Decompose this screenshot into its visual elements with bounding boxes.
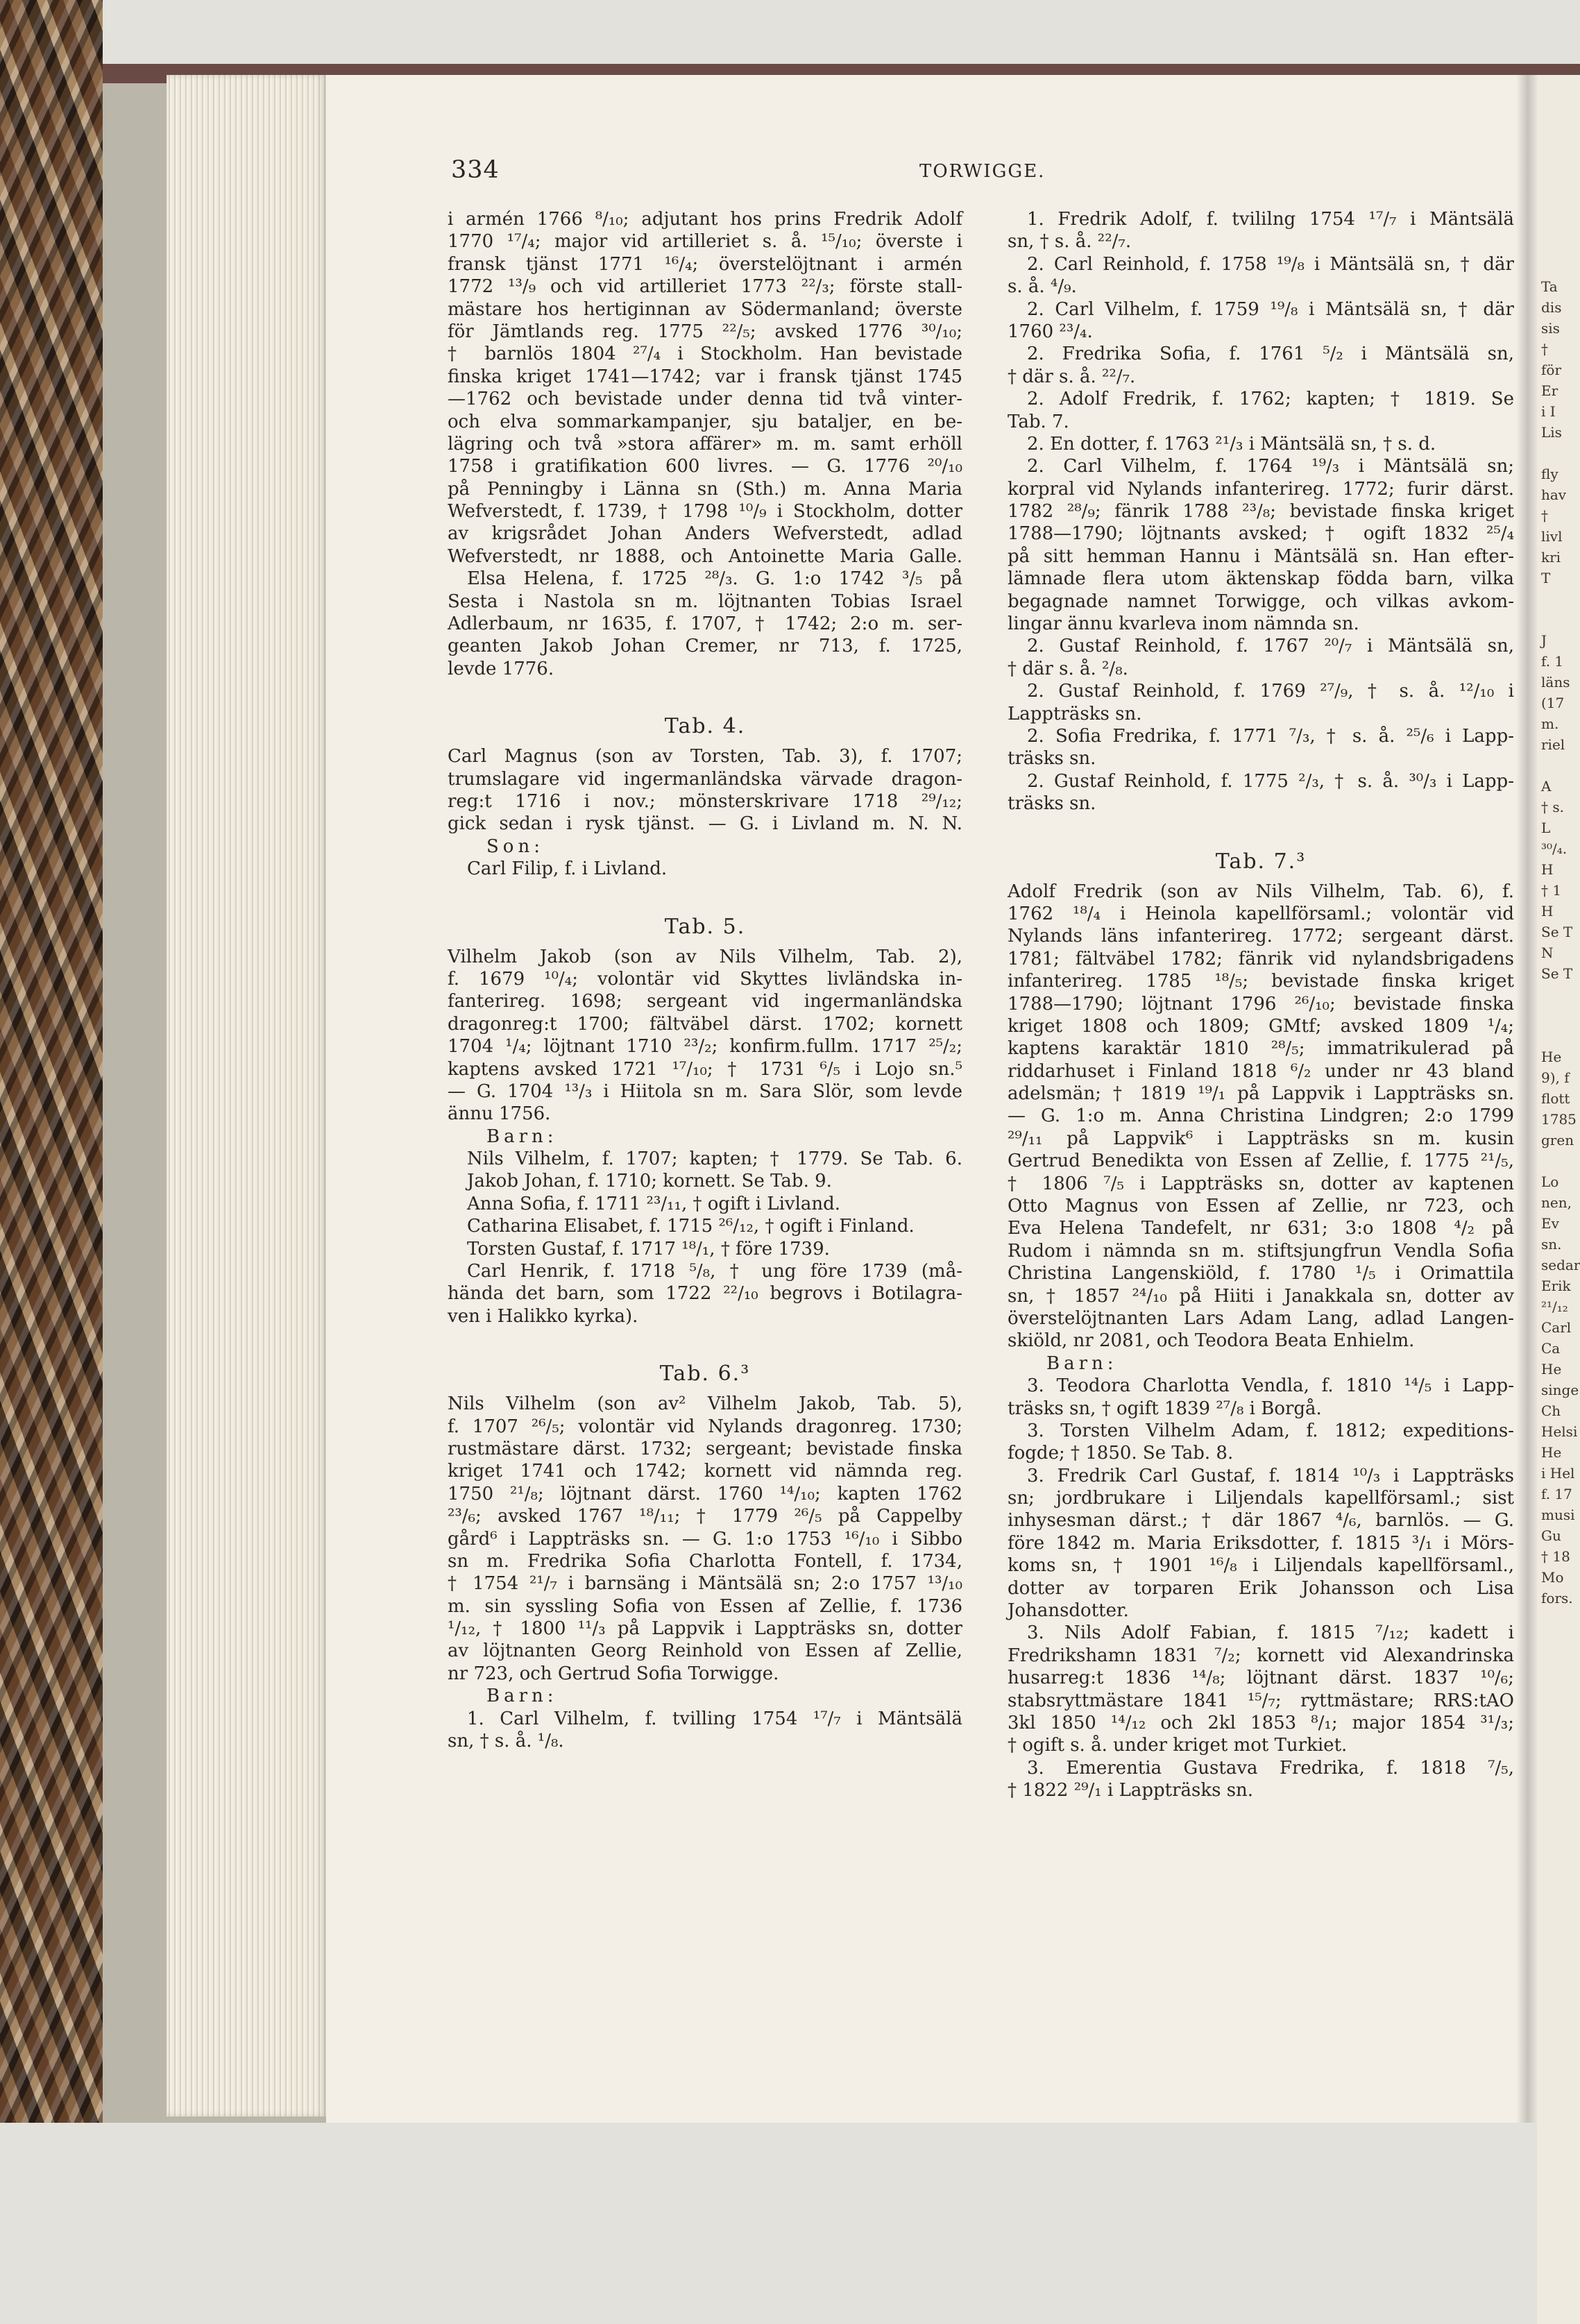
text-line: geanten Jakob Johan Cremer, nr 713, f. 1725,	[448, 636, 962, 657]
text-line: Barn:	[1046, 1352, 1118, 1374]
text-line: i armén 1766 ⁸/₁₀; adjutant hos prins Fredrik Adolf	[448, 209, 962, 230]
text-line: lägring och två »stora affärer» m. m. samt erhöll	[448, 433, 962, 455]
text-line: husarreg:t 1836 ¹⁴/₈; löjtnant därst. 1837 ¹⁰/₆;	[1008, 1668, 1514, 1689]
text-line: 1750 ²¹/₈; löjtnant därst. 1760 ¹⁴/₁₀; kapten 1762	[448, 1483, 962, 1504]
next-page-fragment: livl	[1541, 528, 1563, 545]
text-line: Wefverstedt, nr 1888, och Antoinette Maria Galle.	[448, 545, 962, 567]
text-line: † ogift s. å. under kriget mot Turkiet.	[1008, 1735, 1348, 1756]
text-line: 3. Fredrik Carl Gustaf, f. 1814 ¹⁰/₃ i Lappträsks	[1027, 1465, 1514, 1486]
text-line: ²³/₆; avsked 1767 ¹⁸/₁₁; † 1779 ²⁶/₅ på Cappelby	[448, 1506, 962, 1527]
text-line: inhysesman därst.; † där 1867 ⁴/₆, barnlös. — G.	[1008, 1510, 1514, 1532]
text-line: Torsten Gustaf, f. 1717 ¹⁸/₁, † före 1739.	[467, 1238, 830, 1259]
next-page-fragment: 9), f	[1541, 1069, 1570, 1086]
spacer	[448, 1328, 962, 1355]
text-line: Tab. 7.	[1008, 411, 1069, 432]
text-line: lämnade flera utom äktenskap födda barn, vilka	[1008, 568, 1514, 590]
text-line: ²⁹/₁₁ på Lappvik⁶ i Lappträsks sn m. kusin	[1008, 1128, 1514, 1149]
text-line: Fredrikshamn 1831 ⁷/₂; kornett vid Alexandrinska	[1008, 1645, 1514, 1666]
text-line: Carl Henrik, f. 1718 ⁵/₈, † ung före 1739 (må-	[467, 1261, 962, 1282]
text-line: ännu 1756.	[448, 1103, 551, 1125]
text-line: sn; jordbrukare i Liljendals kapellförsaml.; sist	[1008, 1488, 1514, 1509]
text-line: Rudom i nämnda sn m. stiftsjungfrun Vendla Sofia	[1008, 1240, 1514, 1262]
text-line: av löjtnanten Georg Reinhold von Essen af Zellie,	[448, 1640, 962, 1662]
next-page-fragment: Mo	[1541, 1569, 1564, 1586]
next-page-fragment: Ch	[1541, 1402, 1561, 1419]
text-line: 2. Sofia Fredrika, f. 1771 ⁷/₃, † s. å. ²⁵/₆ i Lapp-	[1027, 725, 1514, 747]
next-page-fragment: Se T	[1541, 965, 1573, 982]
text-line: † där s. å. ²/₈.	[1008, 658, 1128, 679]
text-line: m. sin syssling Sofia von Essen af Zellie, f. 1736	[448, 1595, 962, 1617]
next-page-fragment: f. 1	[1541, 653, 1564, 670]
next-page-fragment: †	[1541, 507, 1548, 524]
next-page-fragment: A	[1541, 778, 1552, 795]
text-line: Johansdotter.	[1008, 1600, 1129, 1622]
next-page-fragment: sis	[1541, 320, 1560, 337]
page-gutter-shadow	[1516, 75, 1537, 2123]
spacer	[1008, 815, 1514, 843]
text-line: † 1822 ²⁹/₁ i Lappträsks sn.	[1008, 1780, 1254, 1801]
text-line: träsks sn.	[1008, 748, 1096, 770]
next-page-fragment: fly	[1541, 466, 1558, 482]
next-page-fragment	[1537, 1005, 1580, 1026]
next-page-fragment: riel	[1541, 736, 1565, 753]
table-heading: Tab. 4.	[664, 714, 746, 739]
next-page-fragment: nen,	[1541, 1194, 1572, 1211]
next-page-fragment: Lo	[1541, 1173, 1559, 1190]
next-page-fragment: Helsi	[1541, 1423, 1578, 1440]
next-page-fragment: Erik	[1541, 1278, 1571, 1294]
next-page-fragment: T	[1541, 570, 1551, 586]
next-page-fragment	[1537, 755, 1580, 776]
text-line: fanterireg. 1698; sergeant vid ingermanländska	[448, 991, 962, 1012]
text-line: 1704 ¹/₄; löjtnant 1710 ²³/₂; konfirm.fullm. 1717 ²⁵/₂;	[448, 1036, 962, 1058]
text-line: sn m. Fredrika Sofia Charlotta Fontell, f. 1734,	[448, 1550, 962, 1572]
next-page-fragment: hav	[1541, 486, 1567, 503]
text-line: och elva sommarkampanjer, sju bataljer, en be-	[448, 411, 962, 432]
text-line: Barn:	[486, 1126, 558, 1147]
text-line: 2. Gustaf Reinhold, f. 1775 ²/₃, † s. å. ³⁰/₃ i Lapp-	[1027, 770, 1514, 792]
text-line: hända det barn, som 1722 ²²/₁₀ begrovs i Botilagra-	[448, 1283, 962, 1305]
text-line: 3. Teodora Charlotta Vendla, f. 1810 ¹⁴/₅ i Lapp-	[1027, 1375, 1514, 1397]
text-line: Nils Vilhelm (son av² Vilhelm Jakob, Tab. 5),	[448, 1393, 962, 1415]
left-text-column	[448, 208, 962, 1752]
spacer	[448, 680, 962, 708]
text-line: levde 1776.	[448, 658, 554, 679]
text-line: Gertrud Benedikta von Essen af Zellie, f. 1775 ²¹/₅,	[1008, 1151, 1514, 1172]
text-line: överstelöjtnanten Lars Adam Lang, adlad Langen-	[1008, 1307, 1514, 1329]
text-line: † 1806 ⁷/₅ i Lappträsks sn, dotter av kaptenen	[1008, 1173, 1514, 1194]
text-line: 2. Gustaf Reinhold, f. 1769 ²⁷/₉, † s. å. ¹²/₁₀ i	[1027, 681, 1514, 702]
text-line: Adlerbaum, nr 1635, f. 1707, † 1742; 2:o m. ser-	[448, 613, 962, 635]
text-line: Vilhelm Jakob (son av Nils Vilhelm, Tab. 2),	[448, 946, 962, 967]
text-line: 2. Carl Vilhelm, f. 1764 ¹⁹/₃ i Mäntsälä sn;	[1027, 456, 1514, 477]
next-page-fragment: H	[1541, 861, 1554, 878]
next-page-fragment: He	[1541, 1049, 1562, 1065]
book-cover-marbled-edge	[0, 0, 103, 2123]
next-page-fragment: läns	[1541, 674, 1570, 690]
text-line: av krigsrådet Johan Anders Wefverstedt, adlad	[448, 523, 962, 545]
next-page-fragment: i I	[1541, 403, 1556, 420]
next-page-fragment: sedar	[1541, 1257, 1580, 1273]
text-line: 2. Carl Vilhelm, f. 1759 ¹⁹/₈ i Mäntsälä sn, † där	[1027, 298, 1514, 320]
text-line: 2. Carl Reinhold, f. 1758 ¹⁹/₈ i Mäntsälä sn, † där	[1027, 253, 1514, 275]
next-page-fragment: L	[1541, 820, 1551, 836]
text-line: † barnlös 1804 ²⁷/₄ i Stockholm. Han bevistade	[448, 343, 962, 365]
page-edges-stack	[167, 75, 326, 2117]
next-page-fragment: He	[1541, 1444, 1562, 1461]
next-page-fragment	[1537, 1151, 1580, 1171]
text-line: 3kl 1850 ¹⁴/₁₂ och 2kl 1853 ⁸/₁; major 1854 ³¹/₃;	[1008, 1713, 1514, 1733]
text-line: 1770 ¹⁷/₄; major vid artilleriet s. å. ¹⁵/₁₀; överste i	[448, 231, 962, 253]
text-line: för Jämtlands reg. 1775 ²²/₅; avsked 1776 ³⁰/₁₀;	[448, 321, 962, 342]
next-page-fragment: för	[1541, 362, 1562, 378]
text-line: kriget 1741 och 1742; kornett vid nämnda reg.	[448, 1461, 962, 1482]
next-page-fragment: Lis	[1541, 424, 1562, 441]
next-page-fragment: †	[1541, 341, 1548, 357]
text-line: Son:	[486, 836, 544, 857]
next-page-fragment: J	[1541, 632, 1547, 649]
text-line: infanterireg. 1785 ¹⁸/₅; bevistade finska kriget	[1008, 971, 1514, 992]
next-page-fragment: fors.	[1541, 1590, 1573, 1606]
text-line: Christina Langenskiöld, f. 1780 ¹/₅ i Orimattila	[1008, 1263, 1514, 1284]
text-line: rustmästare därst. 1732; sergeant; bevistade finska	[448, 1438, 962, 1459]
text-line: † där s. å. ²²/₇.	[1008, 366, 1136, 387]
next-page-fragment: Ev	[1541, 1215, 1559, 1232]
text-line: 3. Torsten Vilhelm Adam, f. 1812; expeditions-	[1027, 1420, 1514, 1441]
next-page-fragment: † 18	[1541, 1548, 1570, 1565]
next-page-fragment: kri	[1541, 549, 1561, 566]
next-page-fragment	[1537, 1026, 1580, 1046]
next-page-edge	[1537, 75, 1580, 2324]
text-line: gick sedan i rysk tjänst. — G. i Livland m. N. N.	[448, 813, 962, 835]
text-line: f. 1679 ¹⁰/₄; volontär vid Skyttes livländska in-	[448, 968, 962, 990]
text-line: 3. Emerentia Gustava Fredrika, f. 1818 ⁷/₅,	[1027, 1757, 1514, 1779]
text-line: på Penningby i Länna sn (Sth.) m. Anna Maria	[448, 478, 962, 500]
text-line: sn, † 1857 ²⁴/₁₀ på Hiiti i Janakkala sn, dotter av	[1008, 1285, 1514, 1307]
text-line: 3. Nils Adolf Fabian, f. 1815 ⁷/₁₂; kadett i	[1027, 1622, 1514, 1644]
text-line: s. å. ⁴/₉.	[1008, 276, 1077, 298]
text-line: finska kriget 1741—1742; var i fransk tjänst 1745	[448, 366, 962, 387]
text-line: 2. En dotter, f. 1763 ²¹/₃ i Mäntsälä sn, † s. d.	[1027, 433, 1436, 455]
text-line: träsks sn.	[1008, 793, 1096, 815]
text-line: — G. 1:o m. Anna Christina Lindgren; 2:o 1799	[1008, 1105, 1514, 1127]
text-line: 2. Fredrika Sofia, f. 1761 ⁵/₂ i Mäntsälä sn,	[1027, 343, 1514, 365]
text-line: dragonreg:t 1700; fältväbel därst. 1702; kornett	[448, 1013, 962, 1035]
next-page-fragment: 1785	[1541, 1111, 1577, 1128]
text-line: Otto Magnus von Essen af Zellie, nr 723, och	[1008, 1196, 1514, 1217]
text-line: mästare hos hertiginnan av Södermanland; överste	[448, 298, 962, 320]
text-line: Wefverstedt, f. 1739, † 1798 ¹⁰/₉ i Stockholm, dotter	[448, 501, 962, 523]
table-heading: Tab. 6.³	[659, 1362, 751, 1386]
text-line: Anna Sofia, f. 1711 ²³/₁₁, † ogift i Livland.	[467, 1193, 841, 1214]
spacer	[448, 881, 962, 908]
text-line: f. 1707 ²⁶/₅; volontär vid Nylands dragonreg. 1730;	[448, 1416, 962, 1437]
next-page-fragment: singe	[1541, 1382, 1579, 1398]
text-line: —1762 och bevistade under denna tid två vinter-	[448, 389, 962, 410]
text-line: Jakob Johan, f. 1710; kornett. Se Tab. 9.	[467, 1171, 832, 1192]
text-line: 1. Carl Vilhelm, f. tvilling 1754 ¹⁷/₇ i Mäntsälä	[467, 1708, 962, 1729]
page-number: 334	[451, 156, 500, 184]
next-page-fragment: Ca	[1541, 1340, 1561, 1357]
next-page-fragment: (17	[1541, 695, 1565, 711]
text-line: gård⁶ i Lappträsks sn. — G. 1:o 1753 ¹⁶/₁₀ i Sibbo	[448, 1528, 962, 1550]
text-line: adelsmän; † 1819 ¹⁹/₁ på Lappvik i Lappträsks sn.	[1008, 1083, 1514, 1105]
text-line: lingar ännu kvarleva inom nämnda sn.	[1008, 613, 1359, 635]
text-line: Adolf Fredrik (son av Nils Vilhelm, Tab. 6), f.	[1008, 881, 1514, 902]
next-page-fragment: dis	[1541, 299, 1562, 316]
next-page-fragment: Ta	[1541, 278, 1558, 295]
text-line: före 1842 m. Maria Eriksdotter, f. 1815 ³/₁ i Mörs-	[1008, 1532, 1514, 1554]
table-heading: Tab. 7.³	[1215, 849, 1307, 874]
next-page-fragment: i Hel	[1541, 1465, 1575, 1482]
text-line: dotter av torparen Erik Johansson och Lisa	[1008, 1577, 1514, 1599]
text-line: reg:t 1716 i nov.; mönsterskrivare 1718 ²⁹/₁₂;	[448, 790, 962, 812]
text-line: nr 723, och Gertrud Sofia Torwigge.	[448, 1663, 779, 1684]
text-line: riddarhuset i Finland 1818 ⁶/₂ under nr 43 bland	[1008, 1060, 1514, 1082]
text-line: 1772 ¹³/₉ och vid artilleriet 1773 ²²/₃; förste stall-	[448, 276, 962, 298]
next-page-fragment: † s.	[1541, 799, 1564, 815]
next-page-fragment: flott	[1541, 1090, 1570, 1107]
right-text-column	[1008, 208, 1514, 1802]
text-line: koms sn, † 1901 ¹⁶/₈ i Liljendals kapellförsaml.,	[1008, 1555, 1514, 1577]
next-page-fragment: Se T	[1541, 924, 1573, 940]
text-line: — G. 1704 ¹³/₃ i Hiitola sn m. Sara Slör, som levde	[448, 1080, 962, 1102]
text-line: sn, † s. å. ¹/₈.	[448, 1731, 564, 1752]
next-page-fragment: † 1	[1541, 882, 1562, 899]
text-line: 1. Fredrik Adolf, f. tvililng 1754 ¹⁷/₇ i Mäntsälä	[1027, 209, 1514, 230]
text-line: skiöld, nr 2081, och Teodora Beata Enhielm.	[1008, 1330, 1415, 1352]
text-line: 1760 ²³/₄.	[1008, 321, 1093, 342]
text-line: Sesta i Nastola sn m. löjtnanten Tobias Israel	[448, 591, 962, 612]
next-page-fragment: ²¹/₁₂	[1541, 1298, 1568, 1315]
text-line: trumslagare vid ingermanländska värvade dragon-	[448, 768, 962, 790]
next-page-fragment: Gu	[1541, 1527, 1561, 1544]
text-line: 1781; fältväbel 1782; fänrik vid nylandsbrigadens	[1008, 948, 1514, 969]
text-line: ven i Halikko kyrka).	[448, 1305, 638, 1327]
text-line: Barn:	[486, 1686, 558, 1707]
next-page-fragment	[1537, 443, 1580, 464]
text-line: Eva Helena Tandefelt, nr 631; 3:o 1808 ⁴/₂ på	[1008, 1218, 1514, 1239]
text-line: 1762 ¹⁸/₄ i Heinola kapellförsaml.; volontär vid	[1008, 903, 1514, 924]
text-line: Lappträsks sn.	[1008, 703, 1142, 724]
text-line: 1788—1790; löjtnant 1796 ²⁶/₁₀; bevistade finska	[1008, 993, 1514, 1015]
text-line: Nils Vilhelm, f. 1707; kapten; † 1779. Se Tab. 6.	[467, 1148, 962, 1170]
text-line: kaptens karaktär 1810 ²⁸/₅; immatrikulerad på	[1008, 1038, 1514, 1060]
text-line: Nylands läns infanterireg. 1772; sergeant därst.	[1008, 926, 1514, 947]
next-page-fragment: f. 17	[1541, 1486, 1572, 1502]
text-line: träsks sn, † ogift 1839 ²⁷/₈ i Borgå.	[1008, 1398, 1322, 1419]
next-page-fragment	[1537, 588, 1580, 609]
text-line: korpral vid Nylands infanterireg. 1772; furir därst.	[1008, 478, 1514, 500]
text-line: sn, † s. å. ²²/₇.	[1008, 231, 1132, 253]
next-page-fragment: ³⁰/₄.	[1541, 840, 1568, 857]
text-line: 2. Gustaf Reinhold, f. 1767 ²⁰/₇ i Mäntsälä sn,	[1027, 636, 1514, 657]
next-page-fragment	[1537, 984, 1580, 1005]
table-heading: Tab. 5.	[664, 914, 746, 939]
next-page-fragment: sn.	[1541, 1236, 1562, 1253]
next-page-fragment: He	[1541, 1361, 1562, 1377]
next-page-fragment: m.	[1541, 715, 1559, 732]
next-page-fragment: N	[1541, 944, 1554, 961]
text-line: 1782 ²⁸/₉; fänrik 1788 ²³/₈; bevistade finska kriget	[1008, 501, 1514, 523]
text-line: fransk tjänst 1771 ¹⁶/₄; överstelöjtnant i armén	[448, 253, 962, 275]
text-line: kaptens avsked 1721 ¹⁷/₁₀; † 1731 ⁶/₅ i Lojo sn.⁵	[448, 1058, 962, 1080]
text-line: fogde; † 1850. Se Tab. 8.	[1008, 1443, 1234, 1464]
next-page-fragment: Carl	[1541, 1319, 1572, 1336]
text-line: Elsa Helena, f. 1725 ²⁸/₃. G. 1:o 1742 ³/₅ på	[467, 568, 962, 590]
text-line: 1788—1790; löjtnants avsked; † ogift 1832 ²⁵/₄	[1008, 523, 1514, 545]
text-line: † 1754 ²¹/₇ i barnsäng i Mäntsälä sn; 2:o 1757 ¹³/₁₀	[448, 1573, 962, 1595]
text-line: Carl Filip, f. i Livland.	[467, 858, 668, 880]
text-line: på sitt hemman Hannu i Mäntsälä sn. Han efter-	[1008, 545, 1514, 567]
running-title: TORWIGGE.	[919, 161, 1046, 182]
text-line: Carl Magnus (son av Torsten, Tab. 3), f. 1707;	[448, 746, 962, 767]
text-line: 2. Adolf Fredrik, f. 1762; kapten; † 1819. Se	[1027, 389, 1514, 410]
next-page-fragment: gren	[1541, 1132, 1574, 1148]
next-page-fragment: H	[1541, 903, 1554, 919]
text-line: stabsryttmästare 1841 ¹⁵/₇; ryttmästare; RRS:tAO	[1008, 1690, 1514, 1711]
text-line: kriget 1808 och 1809; GMtf; avsked 1809 ¹/₄;	[1008, 1015, 1514, 1037]
text-line: Catharina Elisabet, f. 1715 ²⁶/₁₂, † ogift i Finland.	[467, 1216, 915, 1237]
text-line: begagnade namnet Torwigge, och vilkas avkom-	[1008, 591, 1514, 612]
next-page-fragment: Er	[1541, 382, 1558, 399]
text-line: ¹/₁₂, † 1800 ¹¹/₃ på Lappvik i Lappträsks sn, dotter	[448, 1618, 962, 1640]
next-page-fragment	[1537, 609, 1580, 630]
text-line: 1758 i gratifikation 600 livres. — G. 1776 ²⁰/₁₀	[448, 456, 962, 477]
next-page-fragment: musi	[1541, 1507, 1575, 1523]
